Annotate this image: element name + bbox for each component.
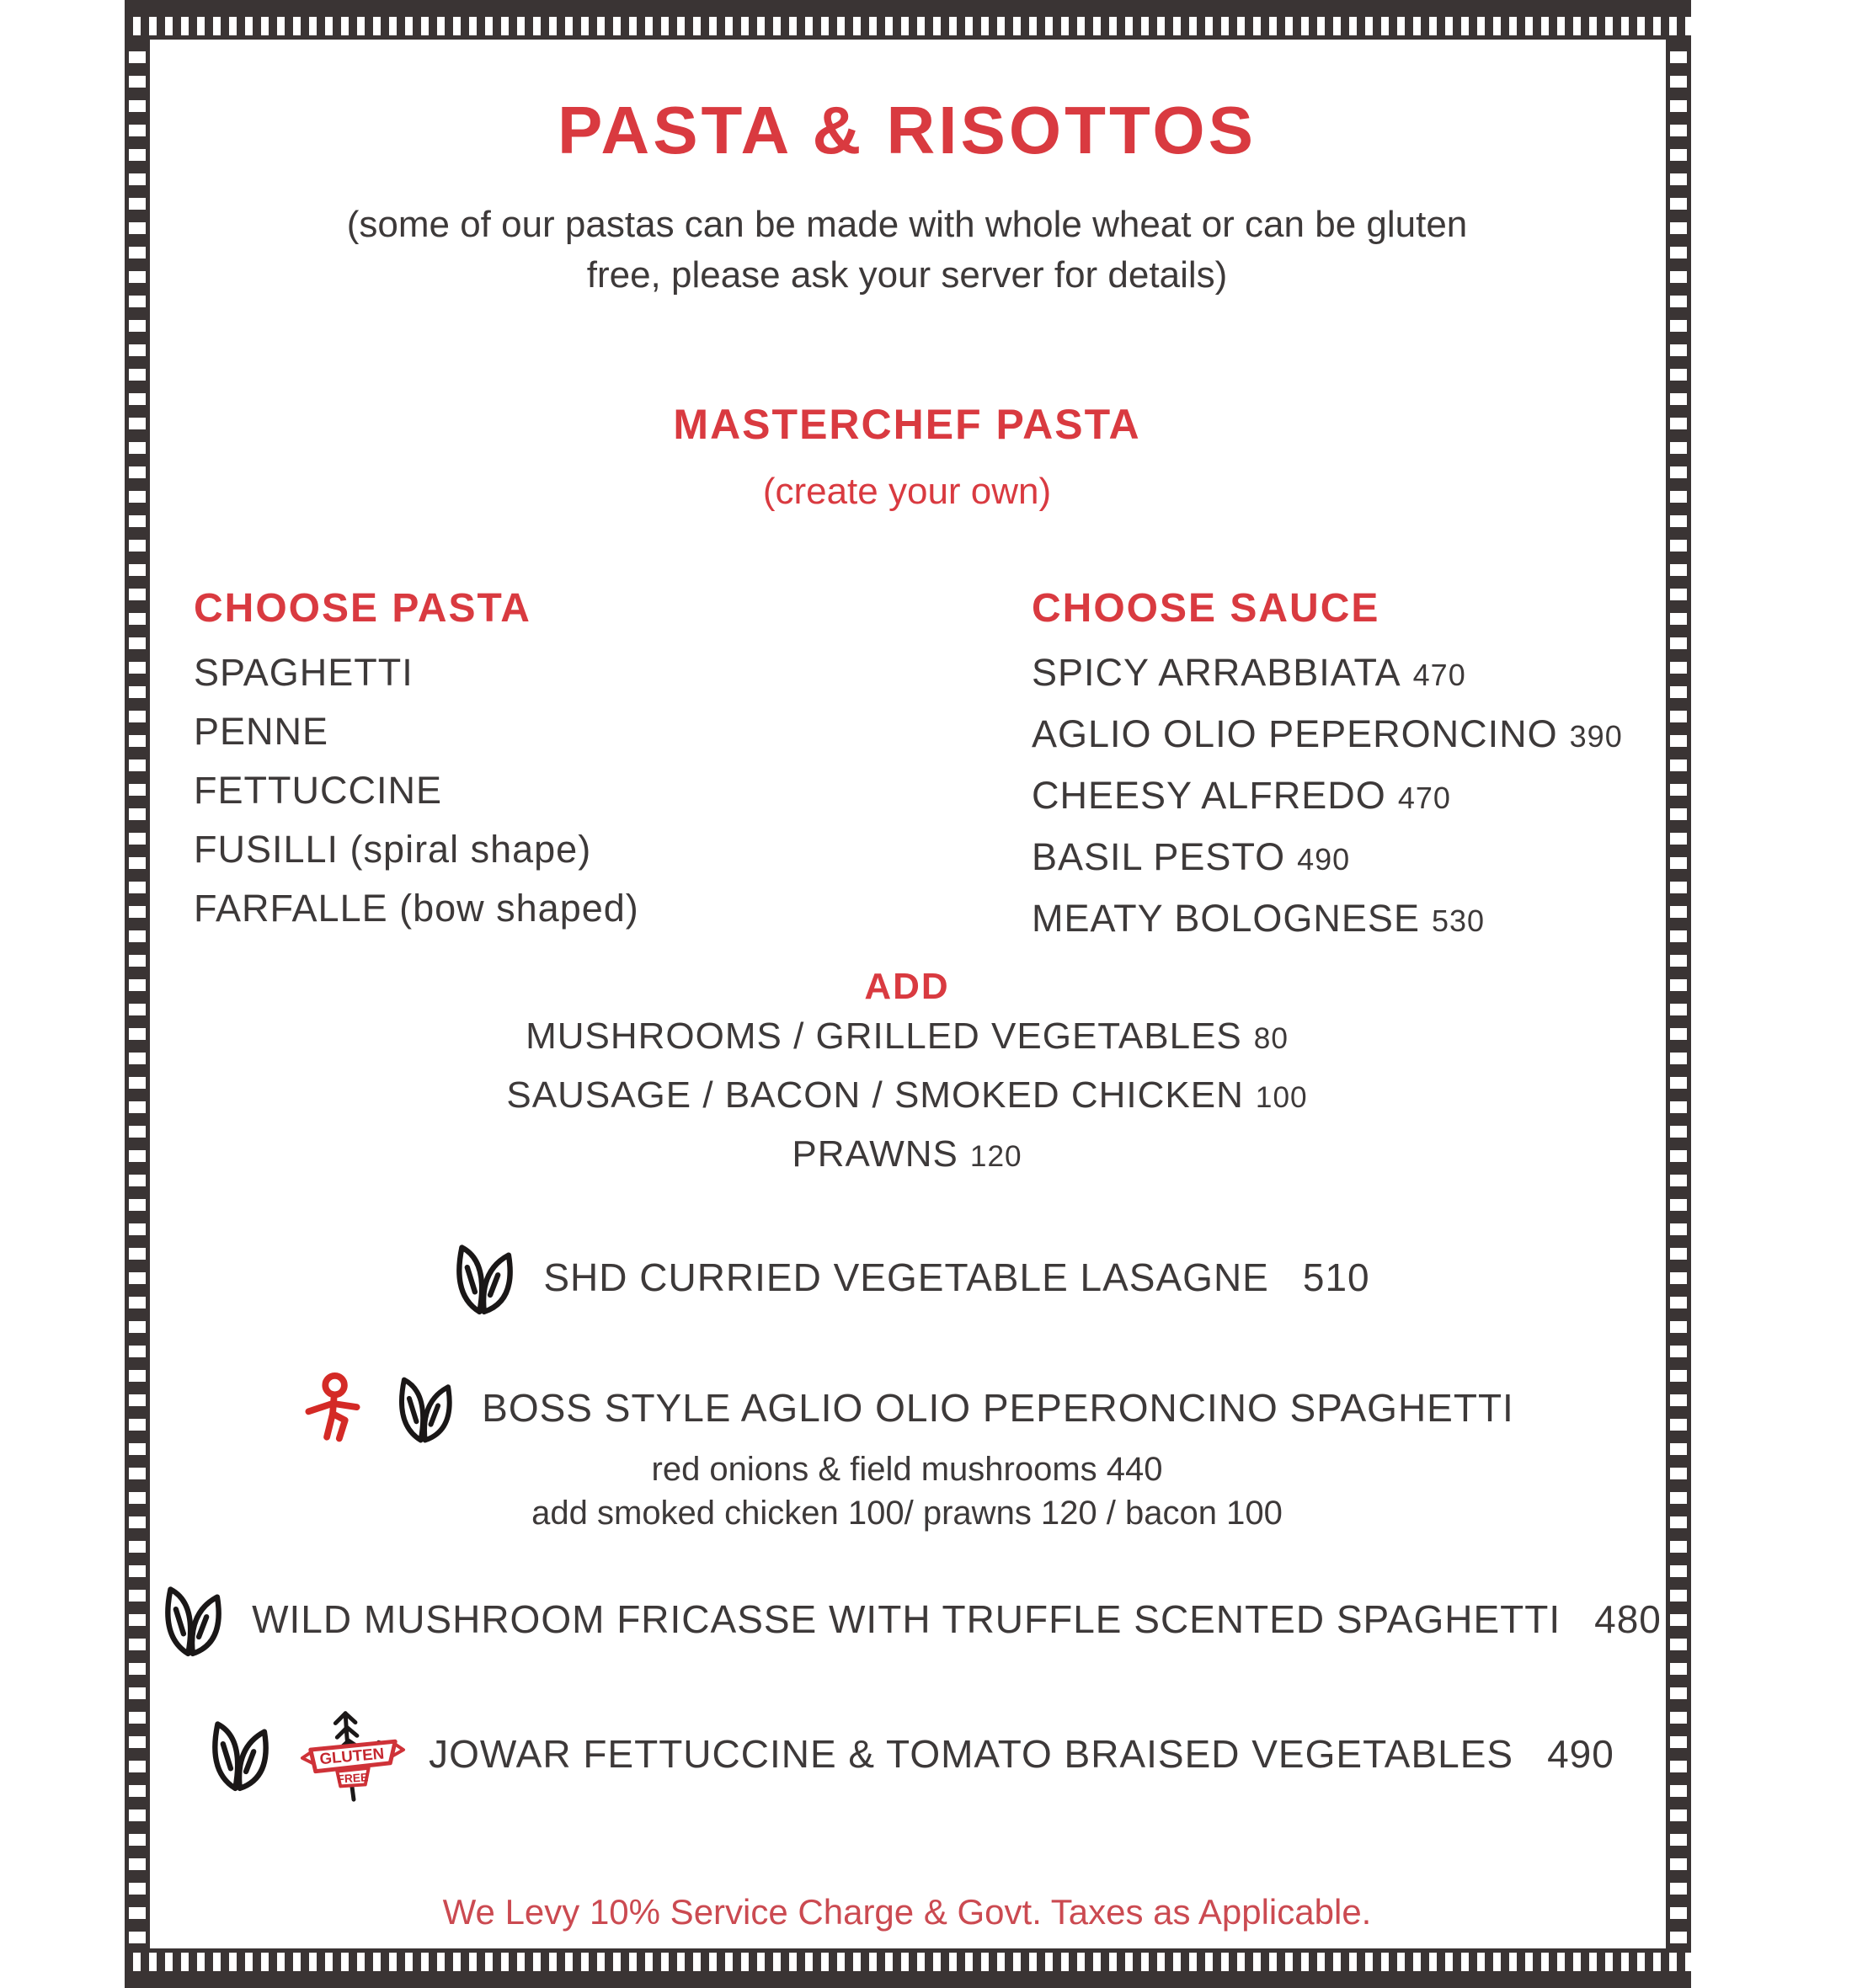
menu-content	[148, 40, 1666, 1948]
special-name: BOSS STYLE AGLIO OLIO PEPERONCINO SPAGHETTI	[482, 1386, 1514, 1430]
sauce-name: BASIL PESTO	[1032, 835, 1286, 878]
pasta-item: FARFALLE (bow shaped)	[194, 887, 639, 930]
sauce-item	[1032, 889, 1666, 951]
sauce-item	[1032, 766, 1666, 828]
frame-left-border	[125, 39, 150, 1949]
special-item-lasagne	[444, 1235, 1369, 1319]
masterchef-heading: MASTERCHEF PASTA	[673, 401, 1141, 448]
add-item-price: 80	[1253, 1022, 1289, 1055]
pasta-sauce-columns	[148, 585, 1666, 951]
sauce-price: 390	[1569, 719, 1623, 754]
sauce-name: SPICY ARRABBIATA	[1032, 651, 1401, 694]
add-item-text: MUSHROOMS / GRILLED VEGETABLES	[526, 1015, 1242, 1057]
sauce-price: 470	[1397, 781, 1451, 815]
special-price: 490	[1547, 1732, 1614, 1776]
sauce-name: CHEESY ALFREDO	[1032, 774, 1386, 817]
masterchef-subheading: (create your own)	[762, 471, 1052, 512]
special-name: WILD MUSHROOM FRICASSE WITH TRUFFLE SCENTED SPAGHETTI	[252, 1597, 1561, 1641]
page-title: PASTA & RISOTTOS	[558, 93, 1257, 168]
add-item	[148, 1067, 1666, 1126]
gluten-free-badge-icon	[299, 1700, 407, 1808]
gluten-badge-text-line1: GLUTEN	[318, 1744, 386, 1768]
add-item	[148, 1126, 1666, 1185]
pasta-item: FUSILLI (spiral shape)	[194, 828, 592, 871]
special-price: 510	[1302, 1255, 1370, 1299]
veg-leaf-icon	[387, 1368, 460, 1447]
special-description: red onions & field mushrooms 440	[651, 1451, 1163, 1488]
boss-special-icon	[300, 1371, 366, 1445]
add-item-text: SAUSAGE / BACON / SMOKED CHICKEN	[506, 1074, 1244, 1116]
add-item-text: PRAWNS	[792, 1133, 958, 1175]
add-item-price: 100	[1255, 1081, 1308, 1114]
frame-right-border	[1666, 39, 1691, 1949]
gluten-badge-text-line2: FREE	[337, 1771, 369, 1786]
pasta-item: PENNE	[194, 710, 329, 753]
special-name: JOWAR FETTUCCINE & TOMATO BRAISED VEGETABLES	[429, 1732, 1514, 1776]
choose-sauce-column	[1032, 585, 1666, 951]
footer-note: We Levy 10% Service Charge & Govt. Taxes as Applicable.	[442, 1892, 1372, 1932]
special-description: add smoked chicken 100/ prawns 120 / bacon 100	[531, 1495, 1283, 1532]
veg-leaf-icon	[152, 1577, 230, 1661]
special-price: 480	[1594, 1597, 1662, 1641]
page-subtitle	[148, 200, 1666, 301]
veg-leaf-icon	[444, 1235, 521, 1319]
veg-leaf-icon	[200, 1712, 277, 1796]
page-subtitle-line1: (some of our pastas can be made with whole wheat or can be gluten	[346, 204, 1468, 245]
sauce-price: 530	[1431, 903, 1486, 938]
sauce-price: 470	[1412, 658, 1466, 692]
page-subtitle-line2: free, please ask your server for details)	[586, 254, 1228, 296]
special-item-fricasse	[152, 1577, 1662, 1661]
sauce-item	[1032, 643, 1666, 705]
choose-pasta-column	[194, 585, 1032, 951]
frame-bottom-border	[125, 1948, 1691, 1988]
add-item-price: 120	[969, 1140, 1022, 1173]
sauce-item	[1032, 705, 1666, 766]
sauce-price: 490	[1297, 842, 1351, 877]
pasta-item: FETTUCCINE	[194, 769, 442, 812]
sauce-name: AGLIO OLIO PEPERONCINO	[1032, 712, 1558, 755]
choose-sauce-heading: CHOOSE SAUCE	[1032, 586, 1380, 631]
special-item-boss-spaghetti	[300, 1368, 1514, 1535]
special-item-jowar	[200, 1700, 1614, 1808]
add-item	[148, 1008, 1666, 1067]
choose-pasta-heading: CHOOSE PASTA	[194, 586, 531, 631]
pasta-item: SPAGHETTI	[194, 651, 414, 694]
special-title-row	[300, 1368, 1514, 1447]
sauce-name: MEATY BOLOGNESE	[1032, 897, 1420, 940]
frame-top-border	[125, 0, 1691, 40]
specials-list	[148, 1185, 1666, 1808]
sauce-item	[1032, 828, 1666, 889]
add-heading: ADD	[864, 966, 950, 1007]
special-name: SHD CURRIED VEGETABLE LASAGNE	[543, 1255, 1269, 1299]
